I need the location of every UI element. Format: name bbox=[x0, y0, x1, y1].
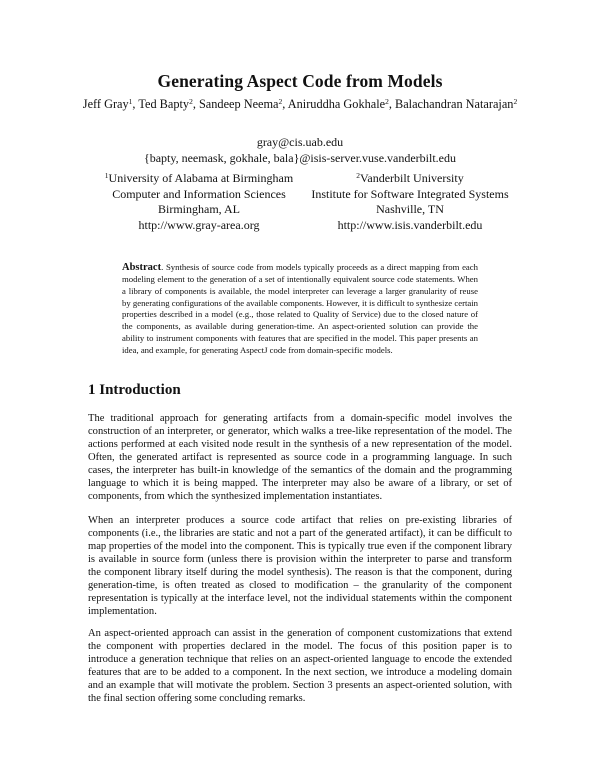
author-name: Ted Bapty bbox=[138, 97, 190, 111]
abstract-text: . Synthesis of source code from models typically proceeds as a direct mapping from each modeling element to the generation of a set of intentionally equivalent source code statements. When a library of components is available, the model interpreter can leverage a larger granularity of reuse by generating configurations of the available components. However, it is difficult to synthesize certain properties described in a model (e.g., those related to Quality of Service) due to the closed nature of the components, as available during generation-time. An aspect-oriented solution can provide the ability to instrument components with features that are specified in the model. This paper presents an idea, and example, for generating AspectJ code from domain-specific models. bbox=[122, 262, 478, 355]
author-affiliation-mark: 2 bbox=[513, 97, 518, 106]
affiliation-url: http://www.isis.vanderbilt.edu bbox=[337, 217, 483, 232]
author-name: Sandeep Neema bbox=[198, 97, 279, 111]
section-heading: 1 Introduction bbox=[88, 382, 181, 398]
affiliation-city: Birmingham, AL bbox=[158, 202, 240, 217]
paper-title: Generating Aspect Code from Models bbox=[157, 71, 443, 91]
author-name: Jeff Gray bbox=[82, 97, 129, 111]
author-affiliation-mark: 2 bbox=[385, 97, 389, 106]
affiliation-city: Nashville, TN bbox=[376, 202, 444, 217]
author-name: Balachandran Natarajan bbox=[395, 97, 514, 111]
affiliation-url: http://www.gray-area.org bbox=[138, 217, 260, 232]
email-line-2: {bapty, neemask, gokhale, bala}@isis-server.vuse.vanderbilt.edu bbox=[143, 150, 457, 165]
email-line-1: gray@cis.uab.edu bbox=[256, 135, 344, 149]
affiliation-dept: Computer and Information Sciences bbox=[112, 186, 286, 201]
affiliation-name: University of Alabama at Birmingham bbox=[108, 171, 294, 185]
author-affiliation-mark: 2 bbox=[189, 97, 193, 106]
affiliation-1 bbox=[92, 171, 306, 233]
author-name: Aniruddha Gokhale bbox=[287, 97, 386, 111]
body-paragraph: An aspect-oriented approach can assist in the generation of component customizations that extend the component with properties declared in the model. The focus of this position paper is to introduce a generation technique that relies on an aspect-oriented language to encode the extended features that are to be added to a component. In the next section, we introduce a modeling domain and an example that will motivate the problem. Section 3 presents an aspect-oriented solution, with the final section offering some concluding remarks. bbox=[88, 628, 512, 705]
abstract bbox=[122, 262, 478, 357]
affiliation-dept: Institute for Software Integrated Systems bbox=[311, 186, 509, 201]
author-affiliation-mark: 1 bbox=[128, 97, 133, 106]
affiliation-2 bbox=[300, 171, 520, 233]
body-paragraph: The traditional approach for generating artifacts from a domain-specific model involves the construction of an interpreter, or generator, which walks a tree-like representation of the model. The actions performed at each visited node result in the synthesis of a new representation of the model. Often, the generated artifact is represented as source code in a programming language. In such cases, the interpreter has built-in knowledge of the semantics of the domain and the programming language to which it is being mapped. The interpreter may also be aware of a library, or set of components, from which the synthesized implementation instantiates. bbox=[88, 413, 512, 503]
author-affiliation-mark: 2 bbox=[278, 97, 283, 106]
author-emails bbox=[0, 135, 600, 166]
author-list: Jeff Gray$^1$, Ted Bapty$^2$, Sandeep Neema$^2$, Aniruddha Gokhale$^2$, Balachandran Natarajan$^2$ bbox=[82, 97, 518, 111]
abstract-label: Abstract bbox=[122, 262, 162, 273]
affiliation-number: 2 bbox=[356, 171, 361, 180]
body-paragraph: When an interpreter produces a source code artifact that relies on pre-existing libraries of components (i.e., the libraries are static and not a part of the generated artifact), it can be difficult to map properties of the model into the component. This is typically true even if the component library is available in source form (unless there is provision within the interpreter to parse and transform the component library itself during the model synthesis). The reason is that the component, during generation-time, is often treated as closed to modification – the granularity of the component representation is typically at the interface level, not the individual statements within the component implementation. bbox=[88, 515, 512, 618]
affiliation-number: 1 bbox=[104, 171, 109, 180]
affiliation-name: Vanderbilt University bbox=[360, 171, 464, 185]
